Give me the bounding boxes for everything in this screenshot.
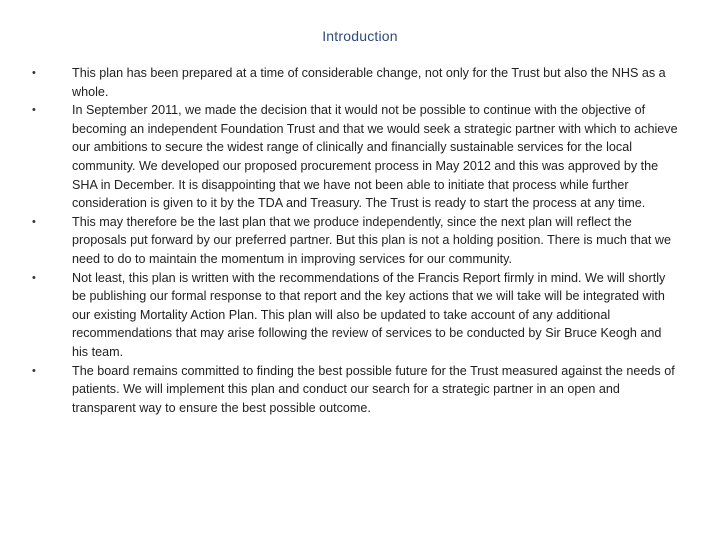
bullet-item <box>30 213 680 269</box>
bullet-item <box>30 64 680 101</box>
bullet-marker: • <box>32 67 36 79</box>
bullet-text: The board remains committed to finding the best possible future for the Trust measured against the needs of patients. We will implement this plan and conduct our search for a strategic partner in an open and transparent way to ensure the best possible outcome. <box>72 363 675 415</box>
bullet-text: This plan has been prepared at a time of considerable change, not only for the Trust but also the NHS as a whole. <box>72 66 666 99</box>
bullet-marker: • <box>32 104 36 117</box>
bullet-marker: • <box>32 364 36 377</box>
bullet-item <box>30 269 680 362</box>
bullet-text: This may therefore be the last plan that we produce independently, since the next plan will reflect the proposals put forward by our preferred partner. But this plan is not a holding position. There is much that we need to do to maintain the momentum in improving services for our community. <box>72 214 672 266</box>
bullet-marker: • <box>32 271 36 284</box>
bullet-marker: • <box>32 215 36 228</box>
slide-title: Introduction <box>322 28 398 44</box>
bullet-text: In September 2011, we made the decision that it would not be possible to continue with the objective of becoming an independent Foundation Trust and that we would seek a strategic partner with which to achieve our ambitions to secure the widest range of clinically and financially sustainable services for the local community. We developed our proposed procurement process in May 2012 and this was approved by the SHA in December. It is disappointing that we have not been able to initiate that process while further consideration is given to it by the TDA and Treasury. The Trust is ready to start the process at any time. <box>72 103 678 211</box>
bullet-list <box>30 64 680 417</box>
bullet-item <box>30 101 680 213</box>
bullet-item <box>30 362 680 418</box>
bullet-text: Not least, this plan is written with the recommendations of the Francis Report firmly in mind. We will shortly be publishing our formal response to that report and the key actions that we will take will be integrated with our existing Mortality Action Plan. This plan will also be updated to take account of any additional recommendations that may arise following the review of services to be conducted by Sir Bruce Keogh and his team. <box>72 270 666 359</box>
